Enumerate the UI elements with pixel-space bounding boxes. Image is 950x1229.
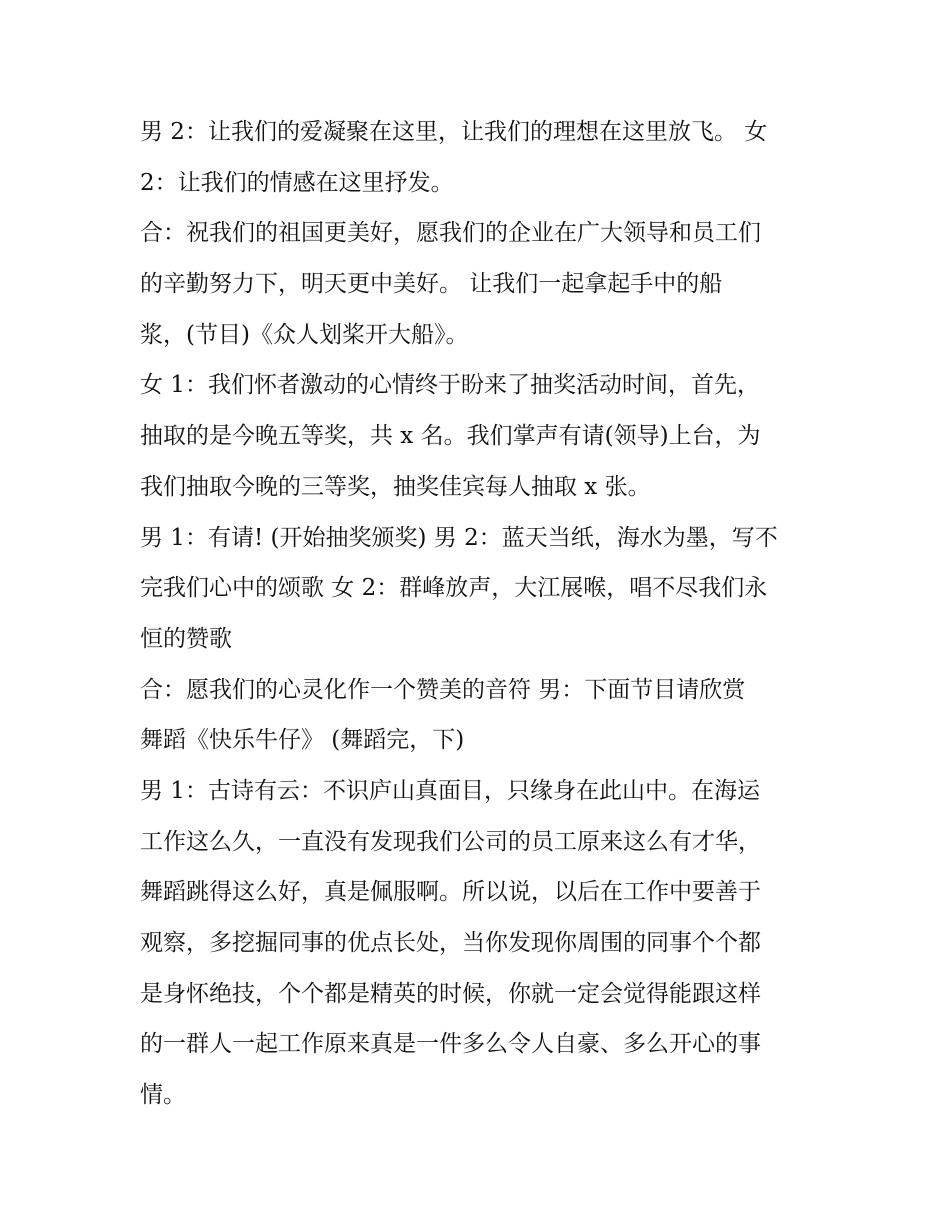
text-line: 女 1：我们怀者激动的心情终于盼来了抽奖活动时间，首先， (140, 372, 760, 399)
text-line: 观察，多挖掘同事的优点长处，当你发现你周围的同事个个都 (140, 930, 761, 956)
text-line: 我们抽取今晚的三等奖，抽奖佳宾每人抽取 x 张。 (140, 473, 651, 500)
text-line: 合：愿我们的心灵化作一个赞美的音符 男：下面节目请欣赏 (140, 676, 746, 703)
text-line: 工作这么久，一直没有发现我们公司的员工原来这么有才华， (140, 828, 761, 855)
text-line: 2：让我们的情感在这里抒发。 (140, 169, 454, 196)
text-line: 浆，(节目)《众人划桨开大船》。 (140, 321, 469, 348)
text-line: 的一群人一起工作原来真是一件多么令人自豪、多么开心的事 (140, 1031, 761, 1058)
text-line: 男 1：古诗有云：不识庐山真面目，只缘身在此山中。在海运 (140, 777, 760, 804)
text-line: 男 1：有请! (开始抽奖颁奖) 男 2：蓝天当纸，海水为墨，写不 (140, 524, 778, 551)
text-line: 舞蹈跳得这么好，真是佩服啊。所以说，以后在工作中要善于 (140, 879, 761, 906)
script-text (140, 107, 820, 1121)
text-line: 情。 (140, 1082, 186, 1109)
text-line: 男 2：让我们的爱凝聚在这里，让我们的理想在这里放飞。 女 (140, 119, 768, 145)
text-line: 的辛勤努力下，明天更中美好。 让我们一起拿起手中的船 (140, 271, 723, 298)
text-line: 抽取的是今晚五等奖，共 x 名。我们掌声有请(领导)上台，为 (140, 423, 761, 450)
text-line: 完我们心中的颂歌 女 2：群峰放声，大江展喉，唱不尽我们永 (140, 575, 768, 602)
text-line: 舞蹈《快乐牛仔》 (舞蹈完，下) (140, 727, 465, 754)
text-line: 恒的赞歌 (140, 625, 232, 652)
text-line: 是身怀绝技，个个都是精英的时候，你就一定会觉得能跟这样 (140, 980, 761, 1007)
text-line: 合：祝我们的祖国更美好，愿我们的企业在广大领导和员工们 (140, 220, 761, 247)
